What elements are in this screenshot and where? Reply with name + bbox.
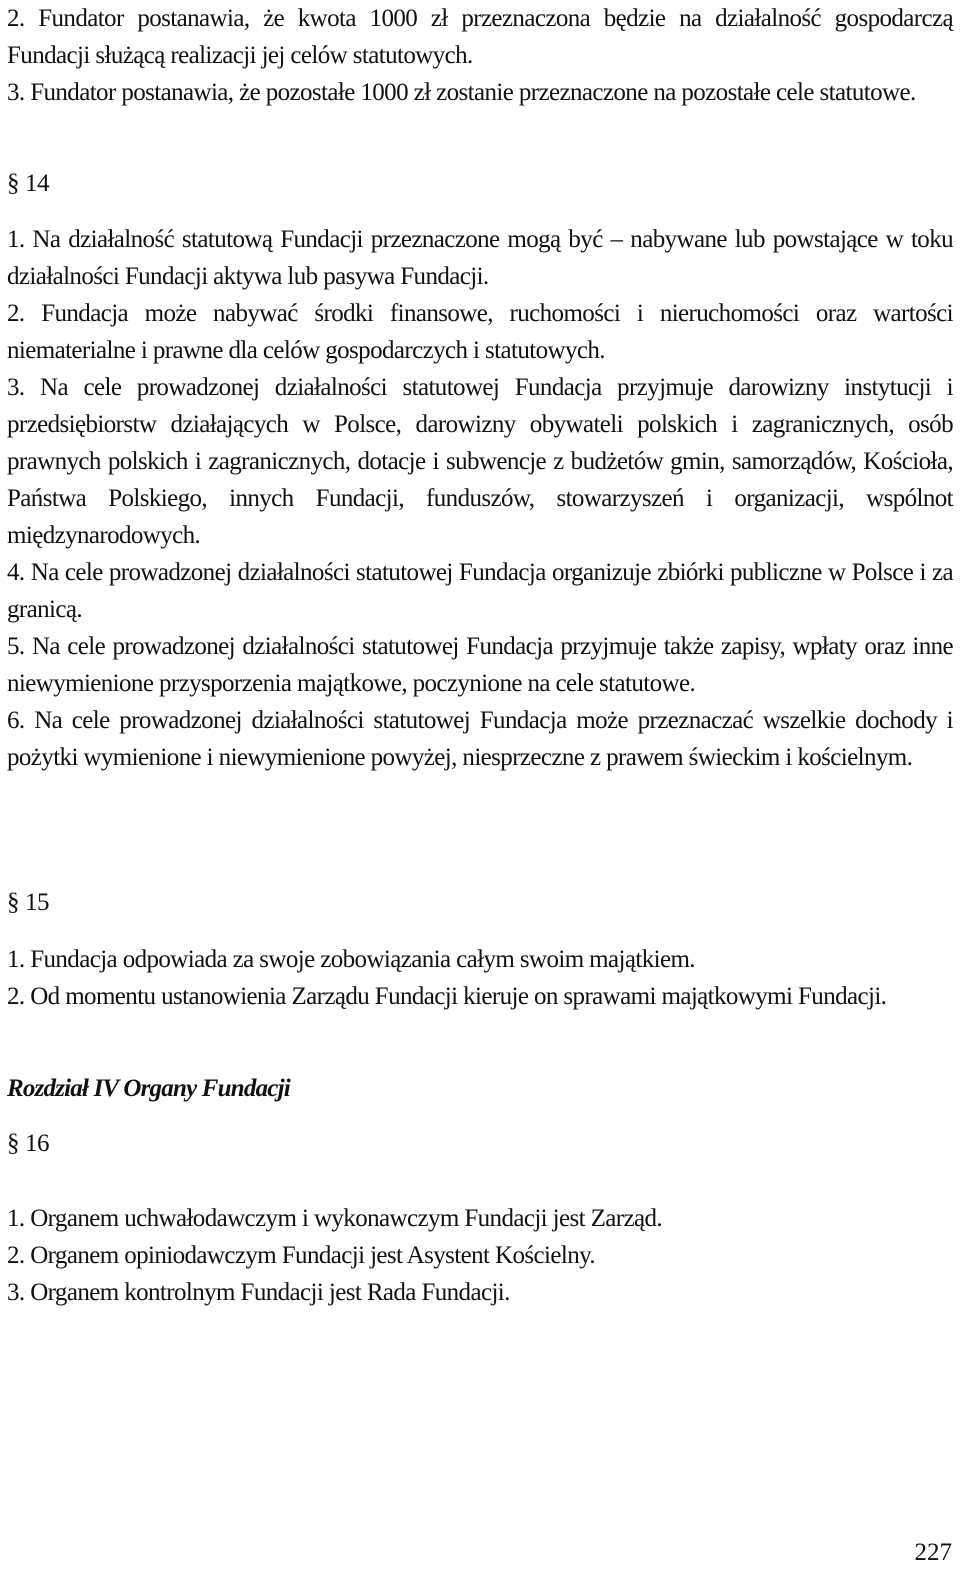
section-14-paragraph-3: 3. Na cele prowadzonej działalności statutowej Fundacja przyjmuje darowizny instytucji i przedsiębiorstw działających w Polsce, darowizny obywateli polskich i zagranicznych, osób prawnych polskich i zagranicznych, dotacje i subwencje z budżetów gmin, samorządów, Kościoła, Państwa Polskiego, innych Fundacji, funduszów, stowarzyszeń i organizacji, wspólnot międzynarodowych. [7, 374, 953, 549]
section-15-paragraph-2: 2. Od momentu ustanowienia Zarządu Fundacji kieruje on sprawami majątkowymi Fundacji. [7, 983, 887, 1010]
paragraph-group-top [7, 0, 953, 111]
chapter-heading: Rozdział IV Organy Fundacji [7, 1075, 290, 1102]
section-15-mark: § 15 [7, 889, 50, 916]
section-14-paragraph-1: 1. Na działalność statutową Fundacji przeznaczone mogą być – nabywane lub powstające w toku działalności Fundacji aktywa lub pasywa Fundacji. [7, 226, 953, 290]
paragraph-2: 2. Fundator postanawia, że kwota 1000 zł przeznaczona będzie na działalność gospodarczą Fundacji służącą realizacji jej celów statutowych. [7, 5, 953, 69]
section-14-paragraph-5: 5. Na cele prowadzonej działalności statutowej Fundacja przyjmuje także zapisy, wpłaty oraz inne niewymienione przysporzenia majątkowe, poczynione na cele statutowe. [7, 633, 953, 697]
paragraph-3: 3. Fundator postanawia, że pozostałe 1000 zł zostanie przeznaczone na pozostałe cele statutowe. [7, 79, 916, 106]
section-16-paragraph-3: 3. Organem kontrolnym Fundacji jest Rada Fundacji. [7, 1279, 510, 1306]
section-16-paragraph-1: 1. Organem uchwałodawczym i wykonawczym Fundacji jest Zarząd. [7, 1205, 663, 1232]
section-16-body [7, 1200, 953, 1311]
section-14-paragraph-6: 6. Na cele prowadzonej działalności statutowej Fundacja może przeznaczać wszelkie dochody i pożytki wymienione i niewymienione powyżej, niesprzeczne z prawem świeckim i kościelnym. [7, 707, 953, 771]
section-14-paragraph-4: 4. Na cele prowadzonej działalności statutowej Fundacja organizuje zbiórki publiczne w Polsce i za granicą. [7, 559, 953, 623]
section-14-paragraph-2: 2. Fundacja może nabywać środki finansowe, ruchomości i nieruchomości oraz wartości niematerialne i prawne dla celów gospodarczych i statutowych. [7, 300, 953, 364]
section-14-mark: § 14 [7, 170, 50, 197]
section-15-body [7, 941, 953, 1015]
page-number: 227 [914, 1539, 952, 1566]
section-16-mark: § 16 [7, 1130, 50, 1157]
section-16-paragraph-2: 2. Organem opiniodawczym Fundacji jest Asystent Kościelny. [7, 1242, 596, 1269]
section-15-paragraph-1: 1. Fundacja odpowiada za swoje zobowiązania całym swoim majątkiem. [7, 946, 695, 973]
section-14-body [7, 221, 953, 776]
